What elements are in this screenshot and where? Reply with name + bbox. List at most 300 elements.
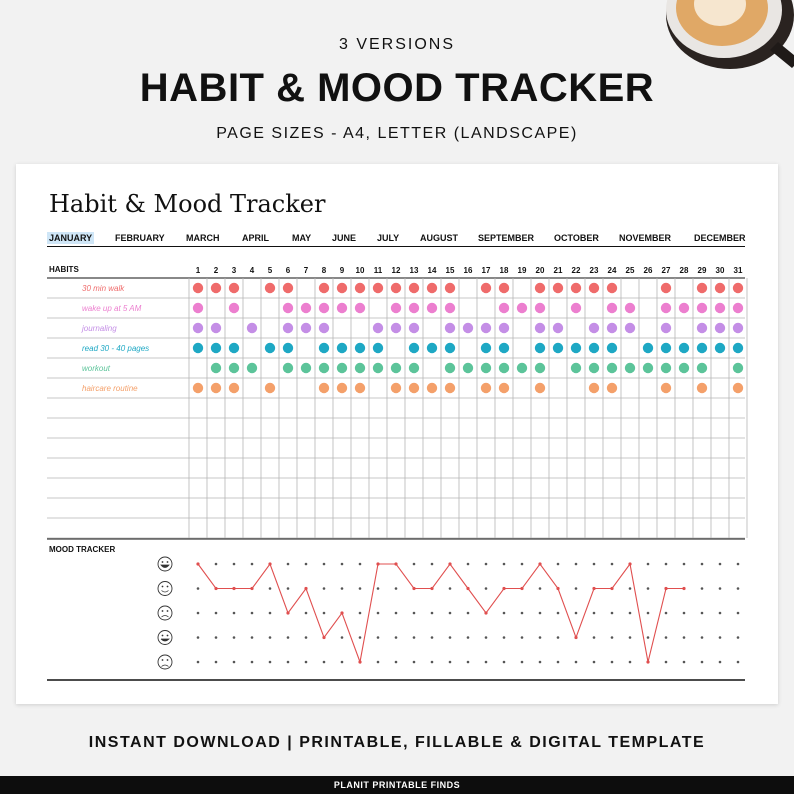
habit-dot [301, 323, 311, 333]
day-header: 31 [733, 266, 743, 275]
mood-point [520, 587, 523, 590]
day-header: 13 [409, 266, 419, 275]
face-eye [167, 659, 169, 661]
mood-grid-dot [683, 612, 686, 615]
mood-grid-dot [269, 612, 272, 615]
habit-dot [409, 303, 419, 313]
habit-dot [535, 283, 545, 293]
day-header: 17 [481, 266, 491, 275]
habit-dot [355, 343, 365, 353]
laughing-face-icon [158, 557, 172, 571]
habit-dot [463, 363, 473, 373]
mood-grid-dot [647, 587, 650, 590]
habit-dot [625, 363, 635, 373]
tab-january[interactable]: JANUARY [49, 233, 93, 243]
mood-grid-dot [359, 612, 362, 615]
habit-dot [445, 283, 455, 293]
brand-name: PLANIT PRINTABLE FINDS [333, 780, 461, 790]
habit-dot [373, 323, 383, 333]
habit-dot [643, 363, 653, 373]
habit-dot [697, 283, 707, 293]
habit-dot [589, 283, 599, 293]
habit-dot [427, 283, 437, 293]
mood-grid-dot [719, 587, 722, 590]
mood-point [664, 587, 667, 590]
sad-face-icon [158, 606, 172, 620]
day-header: 27 [661, 266, 671, 275]
habit-dot [409, 363, 419, 373]
day-header: 19 [517, 266, 527, 275]
habit-dot [193, 323, 203, 333]
habit-dot [499, 343, 509, 353]
habit-dot [283, 303, 293, 313]
day-header: 10 [355, 266, 365, 275]
face-eye [162, 586, 164, 588]
mood-grid-dot [305, 661, 308, 664]
habit-dot [229, 303, 239, 313]
habit-dot [589, 363, 599, 373]
mood-grid-dot [287, 563, 290, 566]
mood-grid-dot [233, 661, 236, 664]
habit-dot [697, 343, 707, 353]
day-header: 22 [571, 266, 581, 275]
crying-face-icon [158, 655, 172, 669]
mood-grid-dot [737, 587, 740, 590]
mood-grid-dot [719, 612, 722, 615]
habit-dot [391, 383, 401, 393]
habit-dot [553, 323, 563, 333]
mood-grid-dot [395, 636, 398, 639]
day-header: 25 [625, 266, 635, 275]
mood-point [376, 562, 379, 565]
mood-grid-dot [449, 636, 452, 639]
mood-point [592, 587, 595, 590]
mood-grid-dot [701, 612, 704, 615]
mood-grid-dot [503, 661, 506, 664]
mood-grid-dot [629, 587, 632, 590]
mood-grid-dot [359, 563, 362, 566]
habit-dot [283, 323, 293, 333]
habit-dot [607, 343, 617, 353]
mood-grid-dot [485, 563, 488, 566]
mood-point [412, 587, 415, 590]
mood-point [484, 611, 487, 614]
habit-dot [625, 323, 635, 333]
habit-dot [733, 323, 743, 333]
mood-grid-dot [413, 612, 416, 615]
day-header: 26 [643, 266, 653, 275]
habit-dot [427, 303, 437, 313]
face-eye [162, 610, 164, 612]
mood-grid-dot [485, 661, 488, 664]
face-eye [167, 610, 169, 612]
habit-grid [16, 164, 778, 704]
mood-point [574, 636, 577, 639]
versions-label: 3 VERSIONS [338, 36, 456, 53]
habit-dot [607, 283, 617, 293]
mood-point [430, 587, 433, 590]
day-header: 30 [715, 266, 725, 275]
face-mouth [162, 616, 169, 618]
habit-dot [661, 383, 671, 393]
tab-september[interactable]: SEPTEMBER [478, 233, 535, 243]
mood-grid-dot [557, 661, 560, 664]
habit-dot [463, 323, 473, 333]
day-header: 5 [267, 266, 273, 275]
habit-dot [481, 383, 491, 393]
mood-grid-dot [341, 563, 344, 566]
mood-point [502, 587, 505, 590]
brand-bar [0, 776, 794, 794]
habit-dot [193, 343, 203, 353]
mood-grid-dot [197, 636, 200, 639]
habit-dot [607, 303, 617, 313]
habit-dot [535, 303, 545, 313]
mood-grid-dot [413, 563, 416, 566]
mood-grid-dot [449, 661, 452, 664]
footer-tagline: INSTANT DOWNLOAD | PRINTABLE, FILLABLE & DIGITAL TEMPLATE [88, 734, 706, 751]
mood-grid-dot [485, 587, 488, 590]
habit-dot [733, 303, 743, 313]
mood-grid-dot [593, 636, 596, 639]
habit-dot [283, 283, 293, 293]
mood-grid-dot [251, 612, 254, 615]
mood-grid-dot [395, 587, 398, 590]
habit-dot [229, 383, 239, 393]
habit-dot [499, 363, 509, 373]
mood-point [448, 562, 451, 565]
tab-august[interactable]: AUGUST [420, 233, 458, 243]
mood-grid-dot [485, 636, 488, 639]
habit-dot [715, 323, 725, 333]
face-eye [162, 659, 164, 661]
mood-grid-dot [539, 636, 542, 639]
smiling-face-icon [158, 582, 172, 596]
habit-dot [535, 363, 545, 373]
day-header: 28 [679, 266, 689, 275]
habit-dot [607, 383, 617, 393]
habit-dot [535, 383, 545, 393]
mood-grid-dot [323, 612, 326, 615]
mood-grid-dot [413, 661, 416, 664]
habit-dot [661, 343, 671, 353]
day-header: 7 [303, 266, 309, 275]
habit-dot [283, 363, 293, 373]
mood-grid-dot [197, 612, 200, 615]
mood-grid-dot [341, 661, 344, 664]
habit-dot [571, 343, 581, 353]
habit-dot [643, 343, 653, 353]
mood-point [610, 587, 613, 590]
habit-dot [481, 363, 491, 373]
habit-dot [301, 363, 311, 373]
mood-grid-dot [431, 612, 434, 615]
mood-grid-dot [503, 563, 506, 566]
mood-grid-dot [575, 612, 578, 615]
habit-name[interactable]: workout [82, 364, 111, 373]
mood-grid-dot [233, 563, 236, 566]
mood-grid-dot [557, 612, 560, 615]
mood-grid-dot [665, 563, 668, 566]
habit-dot [607, 323, 617, 333]
mood-grid-dot [647, 563, 650, 566]
mood-grid-dot [197, 587, 200, 590]
mood-grid-dot [737, 636, 740, 639]
mood-grid-dot [521, 636, 524, 639]
mood-grid-dot [629, 661, 632, 664]
habit-dot [391, 283, 401, 293]
mood-tracker-label: MOOD TRACKER [49, 545, 116, 554]
habit-name[interactable]: read 30 - 40 pages [82, 344, 150, 353]
mood-point [538, 562, 541, 565]
tab-october[interactable]: OCTOBER [554, 233, 599, 243]
habit-dot [661, 303, 671, 313]
habit-dot [661, 323, 671, 333]
mood-grid-dot [629, 612, 632, 615]
day-header: 16 [463, 266, 473, 275]
mood-grid-dot [701, 661, 704, 664]
habit-dot [319, 383, 329, 393]
habit-name[interactable]: 30 min walk [82, 284, 125, 293]
habit-dot [193, 283, 203, 293]
habit-dot [265, 283, 275, 293]
mood-grid-dot [431, 661, 434, 664]
face-eye [162, 561, 164, 563]
habit-dot [319, 303, 329, 313]
mood-grid-dot [269, 587, 272, 590]
day-header: 8 [321, 266, 327, 275]
habit-dot [373, 363, 383, 373]
mood-grid-dot [683, 636, 686, 639]
habit-dot [481, 343, 491, 353]
mood-grid-dot [251, 636, 254, 639]
tab-april[interactable]: APRIL [242, 233, 269, 243]
mood-grid-dot [503, 636, 506, 639]
mood-grid-dot [323, 661, 326, 664]
habit-dot [193, 303, 203, 313]
mood-grid-dot [665, 636, 668, 639]
day-header: 18 [499, 266, 509, 275]
habit-name[interactable]: journaling [82, 324, 117, 333]
mood-grid-dot [233, 612, 236, 615]
day-header: 21 [553, 266, 563, 275]
tab-march[interactable]: MARCH [186, 233, 220, 243]
mood-grid-dot [665, 612, 668, 615]
face-eye [167, 635, 169, 637]
face-mouth [162, 591, 169, 593]
mood-point [340, 611, 343, 614]
habit-dot [445, 343, 455, 353]
habit-dot [283, 343, 293, 353]
face-mouth [161, 565, 169, 568]
habit-dot [679, 363, 689, 373]
habit-name[interactable]: haircare routine [82, 384, 138, 393]
habit-dot [319, 343, 329, 353]
mood-grid-dot [395, 661, 398, 664]
mood-grid-dot [269, 661, 272, 664]
habit-dot [319, 323, 329, 333]
mood-grid-dot [449, 612, 452, 615]
mood-grid-dot [287, 587, 290, 590]
mood-grid-dot [323, 587, 326, 590]
habit-dot [391, 303, 401, 313]
habit-dot [409, 323, 419, 333]
mood-grid-dot [539, 661, 542, 664]
habit-dot [355, 383, 365, 393]
day-header: 9 [339, 266, 345, 275]
habit-dot [247, 363, 257, 373]
mood-grid-dot [611, 563, 614, 566]
habit-dot [193, 383, 203, 393]
tab-may[interactable]: MAY [292, 233, 312, 243]
mood-point [628, 562, 631, 565]
coffee-cup-icon [660, 0, 794, 70]
day-header: 6 [285, 266, 291, 275]
habit-dot [733, 283, 743, 293]
mood-grid-dot [341, 636, 344, 639]
mood-grid-dot [737, 612, 740, 615]
mood-grid-dot [701, 587, 704, 590]
habit-dot [553, 343, 563, 353]
habit-dot [715, 343, 725, 353]
mood-grid-dot [521, 661, 524, 664]
mood-grid-dot [701, 563, 704, 566]
mood-grid-dot [287, 636, 290, 639]
habit-dot [409, 343, 419, 353]
mood-grid-dot [305, 612, 308, 615]
habit-dot [319, 283, 329, 293]
habit-dot [733, 363, 743, 373]
mood-grid-dot [341, 587, 344, 590]
day-header: 14 [427, 266, 437, 275]
mood-grid-dot [197, 661, 200, 664]
tab-june[interactable]: JUNE [332, 233, 357, 243]
mood-point [268, 562, 271, 565]
habit-dot [391, 363, 401, 373]
habit-dot [319, 363, 329, 373]
mood-grid-dot [287, 661, 290, 664]
mood-grid-dot [521, 563, 524, 566]
habit-dot [211, 323, 221, 333]
habit-dot [355, 363, 365, 373]
habit-dot [481, 323, 491, 333]
day-header: 24 [607, 266, 617, 275]
habit-dot [445, 323, 455, 333]
habit-dot [229, 343, 239, 353]
habit-dot [697, 363, 707, 373]
product-title: HABIT & MOOD TRACKER [139, 66, 655, 110]
habit-dot [337, 283, 347, 293]
face-eye [167, 561, 169, 563]
mood-grid-dot [251, 563, 254, 566]
day-header: 12 [391, 266, 401, 275]
face-eye [167, 586, 169, 588]
habit-dot [337, 363, 347, 373]
mood-grid-dot [449, 587, 452, 590]
habit-dot [391, 323, 401, 333]
habit-dot [625, 303, 635, 313]
mood-grid-dot [377, 661, 380, 664]
mood-grid-dot [683, 563, 686, 566]
tab-july[interactable]: JULY [377, 233, 400, 243]
habit-dot [211, 363, 221, 373]
face-mouth [162, 665, 169, 667]
mood-point [304, 587, 307, 590]
mood-grid-dot [701, 636, 704, 639]
mood-grid-dot [359, 636, 362, 639]
mood-point [250, 587, 253, 590]
mood-grid-dot [719, 661, 722, 664]
habit-dot [499, 283, 509, 293]
day-header: 29 [697, 266, 707, 275]
habit-name[interactable]: wake up at 5 AM [82, 304, 142, 313]
habit-dot [697, 383, 707, 393]
habit-dot [661, 363, 671, 373]
mood-grid-dot [611, 661, 614, 664]
tracker-card [16, 164, 778, 704]
habit-dot [733, 343, 743, 353]
mood-grid-dot [611, 636, 614, 639]
mood-point [358, 660, 361, 663]
habit-dot [571, 303, 581, 313]
mood-grid-dot [575, 563, 578, 566]
tracker-title: Habit & Mood Tracker [49, 190, 326, 218]
mood-grid-dot [629, 636, 632, 639]
mood-grid-dot [467, 612, 470, 615]
mood-grid-dot [575, 587, 578, 590]
day-header: 1 [195, 266, 201, 275]
day-header: 3 [231, 266, 237, 275]
mood-grid-dot [593, 563, 596, 566]
page-sizes-label: PAGE SIZES - A4, LETTER (LANDSCAPE) [216, 125, 578, 142]
habit-dot [211, 383, 221, 393]
mood-grid-dot [305, 563, 308, 566]
habit-dot [409, 383, 419, 393]
habit-dot [211, 343, 221, 353]
habit-dot [715, 283, 725, 293]
mood-grid-dot [593, 612, 596, 615]
mood-point [196, 562, 199, 565]
mood-grid-dot [593, 661, 596, 664]
mood-grid-dot [719, 636, 722, 639]
habit-dot [229, 363, 239, 373]
face-eye [162, 635, 164, 637]
mood-point [286, 611, 289, 614]
mood-point [682, 587, 685, 590]
habit-dot [265, 383, 275, 393]
habit-dot [355, 283, 365, 293]
habit-dot [661, 283, 671, 293]
tab-november[interactable]: NOVEMBER [619, 233, 672, 243]
habit-dot [589, 383, 599, 393]
mood-grid-dot [737, 563, 740, 566]
mood-grid-dot [665, 661, 668, 664]
habit-dot [517, 363, 527, 373]
habit-dot [607, 363, 617, 373]
habit-dot [535, 343, 545, 353]
tab-december[interactable]: DECEMBER [694, 233, 746, 243]
habit-dot [589, 343, 599, 353]
tab-february[interactable]: FEBRUARY [115, 233, 165, 243]
mood-grid-dot [521, 612, 524, 615]
habit-dot [337, 303, 347, 313]
mood-grid-dot [431, 563, 434, 566]
habit-dot [697, 303, 707, 313]
habit-dot [571, 283, 581, 293]
mood-point [466, 587, 469, 590]
mood-grid-dot [377, 587, 380, 590]
mood-grid-dot [539, 612, 542, 615]
